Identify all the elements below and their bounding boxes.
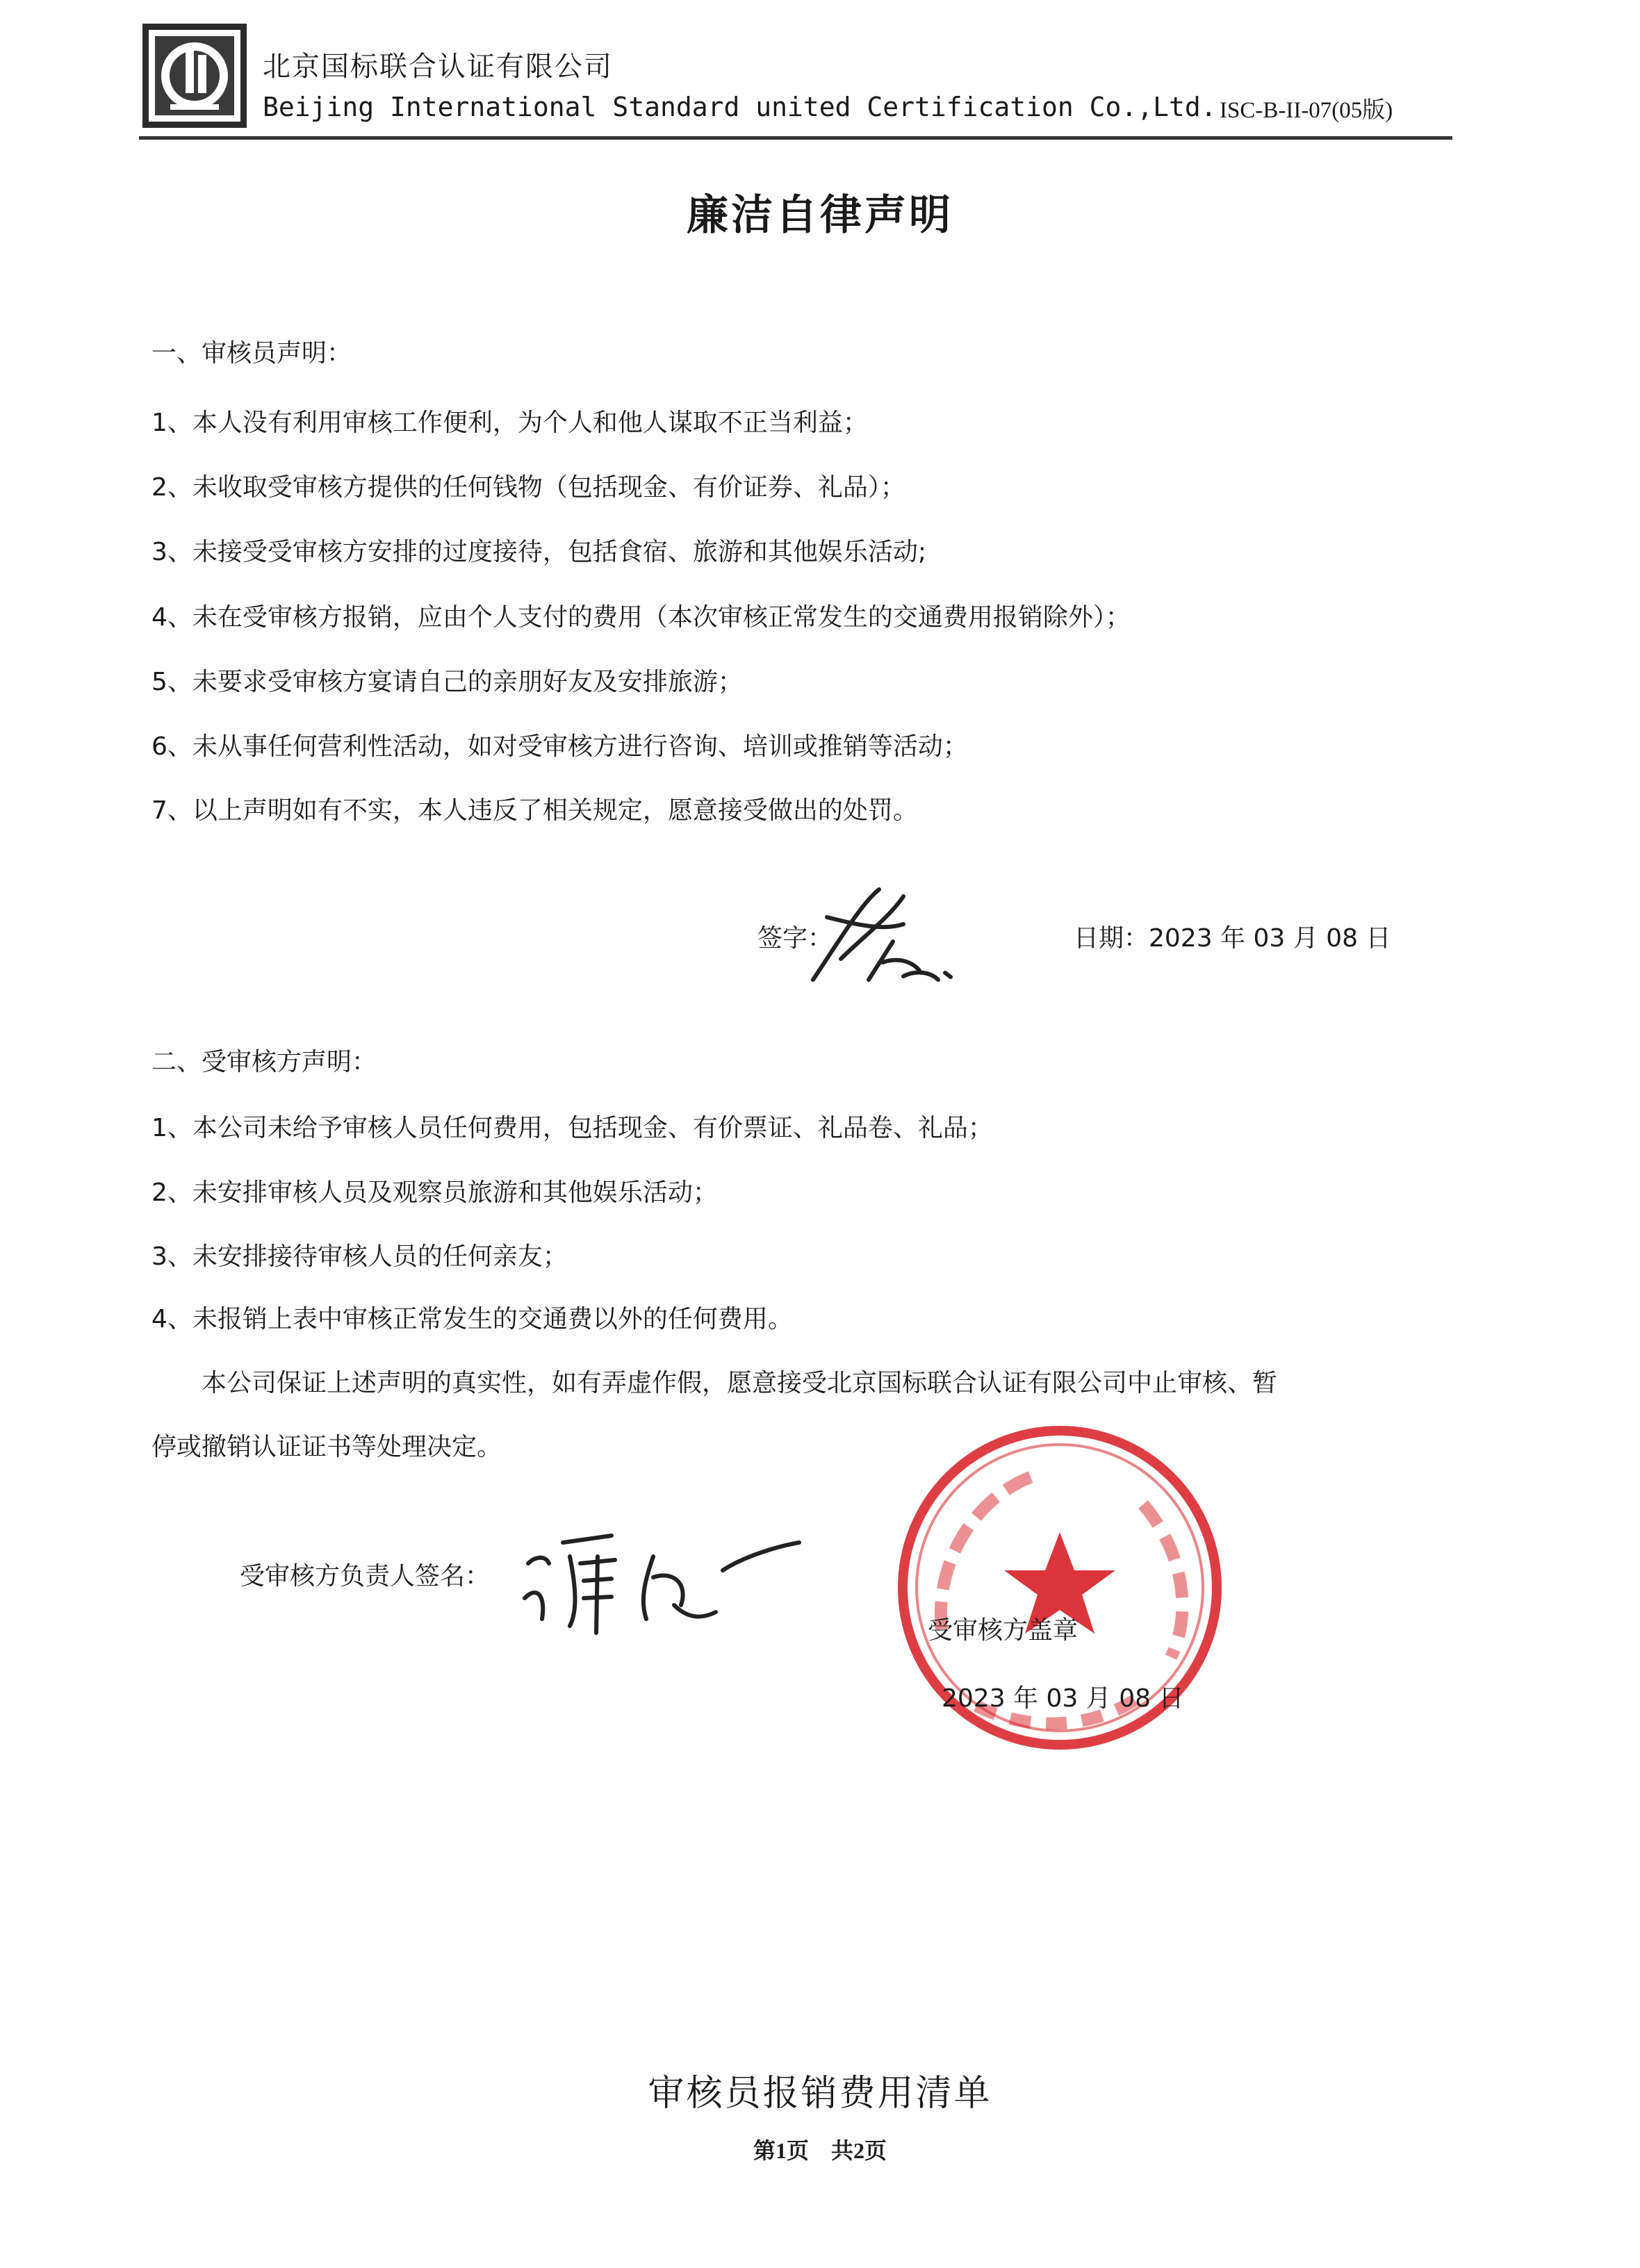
auditor-signature xyxy=(799,876,966,994)
auditee-signature-label: 受审核方负责人签名： xyxy=(240,1562,491,1591)
auditee-item: 2、未安排审核人员及观察员旅游和其他娱乐活动； xyxy=(151,1178,718,1207)
header-divider xyxy=(139,136,1452,140)
document-title: 廉洁自律声明 xyxy=(687,191,953,240)
auditor-signature-label: 签字： xyxy=(757,924,833,953)
company-name-cn: 北京国标联合认证有限公司 xyxy=(263,51,613,83)
auditor-item: 5、未要求受审核方宴请自己的亲朋好友及安排旅游； xyxy=(151,668,743,696)
stamp-label: 受审核方盖章 xyxy=(928,1616,1079,1645)
stamp-date: 2023 年 03 月 08 日 xyxy=(942,1684,1184,1713)
company-name-en: Beijing International Standard united Certification Co.,Ltd. xyxy=(263,92,1217,122)
auditor-item: 7、以上声明如有不实，本人违反了相关规定，愿意接受做出的处罚。 xyxy=(151,796,918,825)
next-page-title: 审核员报销费用清单 xyxy=(648,2073,992,2114)
auditor-signature-date: 日期：2023 年 03 月 08 日 xyxy=(1074,924,1391,953)
auditor-item: 1、本人没有利用审核工作便利，为个人和他人谋取不正当利益； xyxy=(151,409,868,437)
auditor-item: 2、未收取受审核方提供的任何钱物（包括现金、有价证券、礼品）； xyxy=(151,473,905,502)
auditee-section-heading: 二、受审核方声明： xyxy=(151,1048,377,1076)
guarantee-paragraph-line1: 本公司保证上述声明的真实性，如有弄虚作假，愿意接受北京国标联合认证有限公司中止审核、暂 xyxy=(202,1369,1278,1397)
company-logo xyxy=(142,24,247,128)
auditee-item: 1、本公司未给予审核人员任何费用，包括现金、有价票证、礼品卷、礼品； xyxy=(151,1114,993,1142)
page-number: 第1页 共2页 xyxy=(753,2138,887,2163)
auditor-item: 3、未接受受审核方安排的过度接待，包括食宿、旅游和其他娱乐活动; xyxy=(151,538,927,566)
auditee-item: 4、未报销上表中审核正常发生的交通费以外的任何费用。 xyxy=(151,1305,793,1333)
form-code: ISC-B-II-07(05版) xyxy=(1220,98,1393,123)
auditor-section-heading: 一、审核员声明： xyxy=(151,339,352,368)
auditor-item: 6、未从事任何营利性活动，如对受审核方进行咨询、培训或推销等活动； xyxy=(151,732,968,761)
guarantee-paragraph-line2: 停或撤销认证证书等处理决定。 xyxy=(151,1433,502,1461)
auditor-item: 4、未在受审核方报销，应由个人支付的费用（本次审核正常发生的交通费用报销除外）； xyxy=(151,603,1131,632)
auditee-signature xyxy=(514,1515,806,1647)
auditee-item: 3、未安排接待审核人员的任何亲友； xyxy=(151,1242,568,1271)
